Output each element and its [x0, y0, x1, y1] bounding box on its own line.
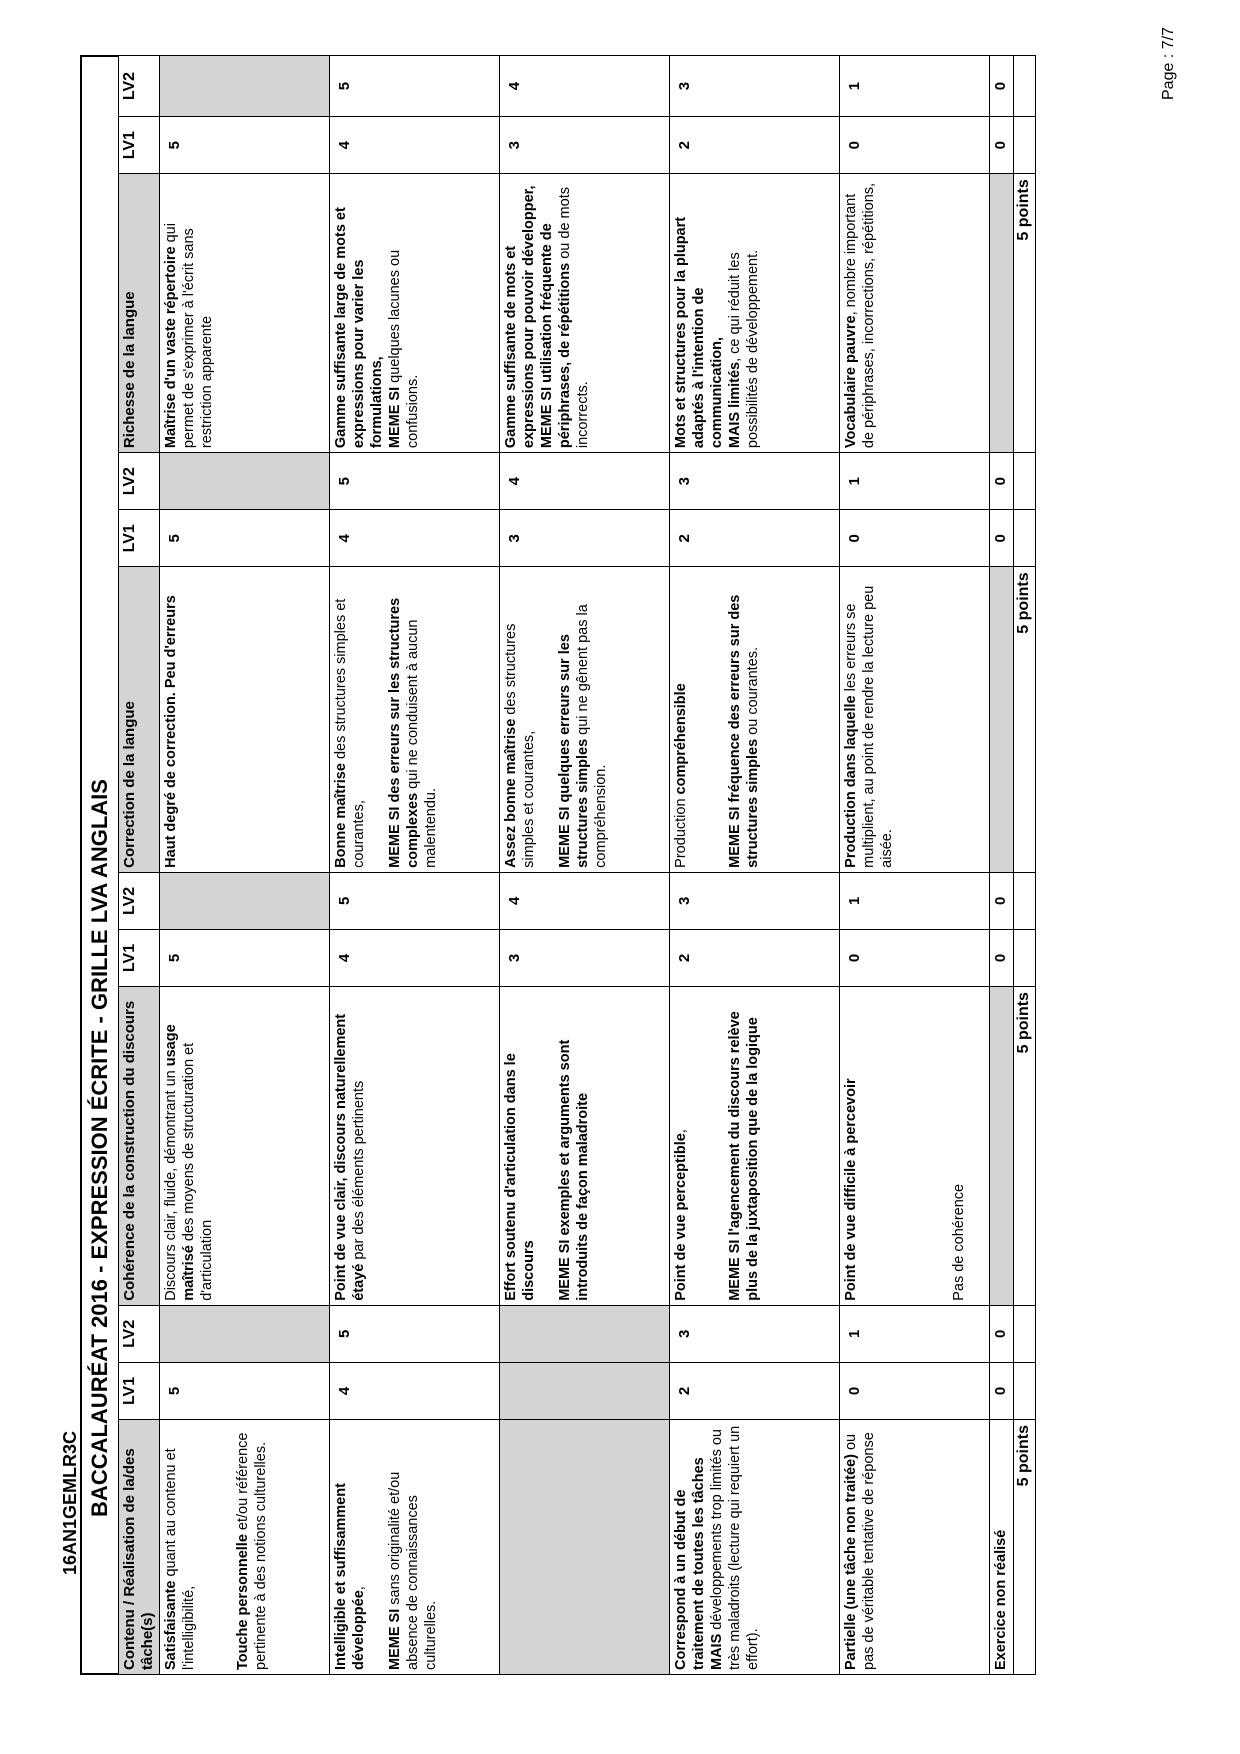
score-lv1: 3: [500, 929, 670, 986]
score-lv2: 3: [670, 56, 840, 117]
score-lv1: 2: [670, 510, 840, 567]
criterion-bold: MEME SI fréquence des erreurs sur des structures simples: [727, 594, 761, 868]
header-lv2: LV2: [119, 872, 160, 929]
score-lv2: 5: [330, 453, 500, 510]
criterion-cell: [840, 987, 990, 1306]
score-lv2: 4: [500, 872, 670, 929]
score-lv1: 0: [990, 1362, 1014, 1419]
criterion-text: qui ne gênent pas la compréhension.: [575, 604, 609, 868]
score-lv1: 3: [500, 117, 670, 174]
empty-cell: [500, 1362, 670, 1419]
score-lv2: 3: [670, 1305, 840, 1362]
header-lv2: LV2: [119, 56, 160, 117]
score-lv1: 5: [160, 1362, 330, 1419]
header-lv2: LV2: [119, 453, 160, 510]
empty-cell: [1014, 453, 1036, 510]
criterion-bold: Point de vue difficile à percevoir: [843, 1078, 859, 1301]
criterion-text: sans originalité et/ou absence de connaissances culturelles.: [387, 1471, 439, 1670]
empty-cell: [1014, 117, 1036, 174]
criterion-text: quelques lacunes ou confusions.: [387, 249, 421, 449]
criterion-cell: [500, 987, 670, 1306]
score-lv2: [160, 56, 330, 117]
score-lv1: 0: [990, 929, 1014, 986]
criterion-bold: Correspond à un début de traitement de toutes les tâches: [673, 1457, 707, 1670]
criterion-cell: [330, 174, 500, 453]
criterion-bold: MEME SI exemples et arguments sont introduits de façon maladroite: [557, 1039, 591, 1301]
criterion-bold: Satisfaisante: [163, 1580, 179, 1670]
header-correction: Correction de la langue: [119, 567, 160, 872]
score-lv1: 0: [990, 510, 1014, 567]
score-lv1: 2: [670, 1362, 840, 1419]
criterion-text: ou de mots incorrects.: [557, 187, 591, 449]
criterion-text: développements trop limités ou très maladroits (lecture qui requiert un effort).: [709, 1425, 761, 1670]
criterion-text: Discours clair, fluide, démontrant un: [163, 1066, 179, 1301]
score-lv1: 0: [840, 1362, 990, 1419]
score-lv1: 4: [330, 929, 500, 986]
grading-table: [118, 55, 1036, 1675]
criterion-bold: Intelligible et suffisamment développée: [333, 1483, 367, 1670]
criterion-cell: [160, 987, 330, 1306]
score-lv1: 3: [500, 510, 670, 567]
criterion-text: par des éléments pertinents: [351, 1080, 367, 1264]
score-lv1: 4: [330, 1362, 500, 1419]
footer-code: 16AN1GEMLR3C: [60, 1430, 80, 1575]
empty-cell: [990, 987, 1014, 1306]
criterion-cell: [840, 174, 990, 453]
points-row: [1014, 56, 1036, 1675]
header-richesse: Richesse de la langue: [119, 174, 160, 453]
criterion-cell: [670, 987, 840, 1306]
criterion-bold: Partielle (une tâche non traitée): [843, 1454, 859, 1670]
score-lv1: 5: [160, 510, 330, 567]
score-lv2: [160, 1305, 330, 1362]
points-total: 5 points: [1014, 567, 1036, 872]
criterion-bold: MEME SI: [387, 386, 403, 449]
criterion-bold: MEME SI l'agencement du discours relève plus de la juxtaposition que de la logique: [727, 1011, 761, 1301]
criterion-bold: MEME SI: [387, 1608, 403, 1670]
criterion-cell: [330, 1420, 500, 1675]
points-total: 5 points: [1014, 1420, 1036, 1675]
points-total: 5 points: [1014, 174, 1036, 453]
criterion-text: qui permet de s'exprimer à l'écrit sans restriction apparente: [163, 223, 215, 449]
score-lv1: 0: [840, 929, 990, 986]
criterion-cell: [670, 567, 840, 872]
empty-cell: [1014, 929, 1036, 986]
rotated-grid: [80, 55, 1130, 1675]
score-lv2: 5: [330, 1305, 500, 1362]
empty-cell: [1014, 56, 1036, 117]
score-lv2: 4: [500, 56, 670, 117]
criterion-bold: Maîtrise d'un vaste répertoire: [163, 246, 179, 449]
score-lv2: 4: [500, 453, 670, 510]
criterion-text: et/ou référence pertinente à des notions culturelles.: [235, 1432, 269, 1670]
empty-cell: [1014, 1305, 1036, 1362]
score-lv2: 1: [840, 1305, 990, 1362]
criterion-bold: MAIS: [709, 1633, 725, 1670]
criterion-cell: [990, 1420, 1014, 1675]
score-lv2: [160, 453, 330, 510]
table-row: [990, 56, 1014, 1675]
empty-cell: [990, 567, 1014, 872]
criterion-text: Pas de cohérence: [951, 1183, 967, 1301]
empty-cell: [1014, 872, 1036, 929]
empty-cell: [500, 1305, 670, 1362]
criterion-cell: [670, 174, 840, 453]
criterion-bold: usage maîtrisé: [163, 1024, 197, 1301]
criterion-text: des moyens de structuration et d'articulation: [181, 1042, 215, 1301]
score-lv1: 5: [160, 929, 330, 986]
table-row: [330, 56, 500, 1675]
header-row: [119, 56, 160, 1675]
criterion-text: les erreurs se multiplient, au point de rendre la lecture peu aisée.: [843, 585, 895, 868]
criterion-bold: Production dans laquelle: [843, 695, 859, 868]
criterion-bold: Haut degré de correction. Peu d'erreurs: [163, 595, 179, 868]
criterion-text: des structures simples et courantes,: [503, 623, 537, 868]
footer-page: Page : 7/7: [1160, 27, 1177, 100]
criterion-bold: Vocabulaire pauvre: [843, 315, 859, 449]
page-title: BACCALAURÉAT 2016 - EXPRESSION ÉCRITE - GRILLE LVA ANGLAIS: [87, 779, 112, 1517]
score-lv2: 3: [670, 453, 840, 510]
score-lv1: 0: [840, 117, 990, 174]
criterion-cell: [160, 1420, 330, 1675]
header-contenu: Contenu / Réalisation de la/des tâche(s): [119, 1420, 160, 1675]
criterion-bold: Assez bonne maîtrise: [503, 718, 519, 868]
header-lv1: LV1: [119, 510, 160, 567]
empty-cell: [1014, 510, 1036, 567]
score-lv2: 0: [990, 56, 1014, 117]
table-row: [670, 56, 840, 1675]
header-lv1: LV1: [119, 1362, 160, 1419]
criterion-bold: Gamme suffisante large de mots et expressions pour varier les formulations,: [333, 207, 385, 449]
empty-cell: [1014, 1362, 1036, 1419]
score-lv1: 0: [990, 117, 1014, 174]
criterion-cell: [500, 567, 670, 872]
criterion-text: Production: [673, 794, 689, 868]
score-lv1: 2: [670, 929, 840, 986]
score-lv1: 2: [670, 117, 840, 174]
score-lv1: 0: [840, 510, 990, 567]
criterion-cell: [840, 567, 990, 872]
empty-cell: [500, 1420, 670, 1675]
criterion-bold: MEME SI utilisation fréquente de périphrases, de répétitions: [539, 223, 573, 449]
criterion-cell: [160, 567, 330, 872]
score-lv1: 4: [330, 510, 500, 567]
criterion-bold: Bonne maîtrise: [333, 763, 349, 868]
criterion-text: , nombre important de périphrases, incorrections, répétitions,: [843, 182, 877, 449]
criterion-bold: Gamme suffisante de mots et expressions pour pouvoir développer,: [503, 185, 537, 449]
criterion-bold: Point de vue perceptible: [673, 1133, 689, 1301]
criterion-cell: [670, 1420, 840, 1675]
criterion-bold: MAIS limités: [727, 361, 743, 449]
criterion-cell: [500, 174, 670, 453]
empty-cell: [990, 174, 1014, 453]
criterion-bold: MEME SI quelques erreurs sur les structures simples: [557, 634, 591, 868]
score-lv2: 5: [330, 56, 500, 117]
score-lv1: 5: [160, 117, 330, 174]
criterion-text: des structures simples et courantes,: [333, 598, 367, 868]
criterion-bold: MEME SI des erreurs sur les structures complexes: [387, 597, 421, 868]
criterion-bold: Mots et structures pour la plupart adaptés à l'intention de communication,: [673, 216, 725, 449]
table-row: [500, 56, 670, 1675]
score-lv2: 0: [990, 872, 1014, 929]
score-lv2: 1: [840, 872, 990, 929]
score-lv2: 0: [990, 453, 1014, 510]
header-lv1: LV1: [119, 929, 160, 986]
criterion-text: ,: [673, 1129, 689, 1134]
criterion-bold: Exercice non réalisé: [993, 1529, 1009, 1670]
criterion-text: qui ne conduisent à aucun malentendu.: [405, 619, 439, 868]
header-coherence: Cohérence de la construction du discours: [119, 987, 160, 1306]
criterion-cell: [330, 567, 500, 872]
score-lv2: 0: [990, 1305, 1014, 1362]
score-lv2: 1: [840, 453, 990, 510]
score-lv2: 3: [670, 872, 840, 929]
criterion-cell: [160, 174, 330, 453]
header-lv1: LV1: [119, 117, 160, 174]
table-row: [840, 56, 990, 1675]
score-lv1: 4: [330, 117, 500, 174]
header-lv2: LV2: [119, 1305, 160, 1362]
criterion-bold: compréhensible: [673, 683, 689, 795]
criterion-text: , ce qui réduit les possibilités de développement.: [727, 249, 761, 449]
score-lv2: [160, 872, 330, 929]
criterion-text: ,: [351, 1586, 367, 1591]
criterion-text: quant au contenu et l'intelligibilité,: [163, 1448, 197, 1670]
criterion-bold: Touche personnelle: [235, 1534, 251, 1670]
title-bar: [80, 55, 118, 1675]
criterion-bold: Effort soutenu d'articulation dans le discours: [503, 1053, 537, 1301]
criterion-text: ou courantes.: [745, 646, 761, 739]
criterion-cell: [840, 1420, 990, 1675]
criterion-cell: [330, 987, 500, 1306]
criterion-text: ou pas de véritable tentative de réponse: [843, 1432, 877, 1670]
table-row: [160, 56, 330, 1675]
score-lv2: 5: [330, 872, 500, 929]
points-total: 5 points: [1014, 987, 1036, 1306]
score-lv2: 1: [840, 56, 990, 117]
criterion-bold: Point de vue clair, discours naturellement étayé: [333, 1013, 367, 1301]
